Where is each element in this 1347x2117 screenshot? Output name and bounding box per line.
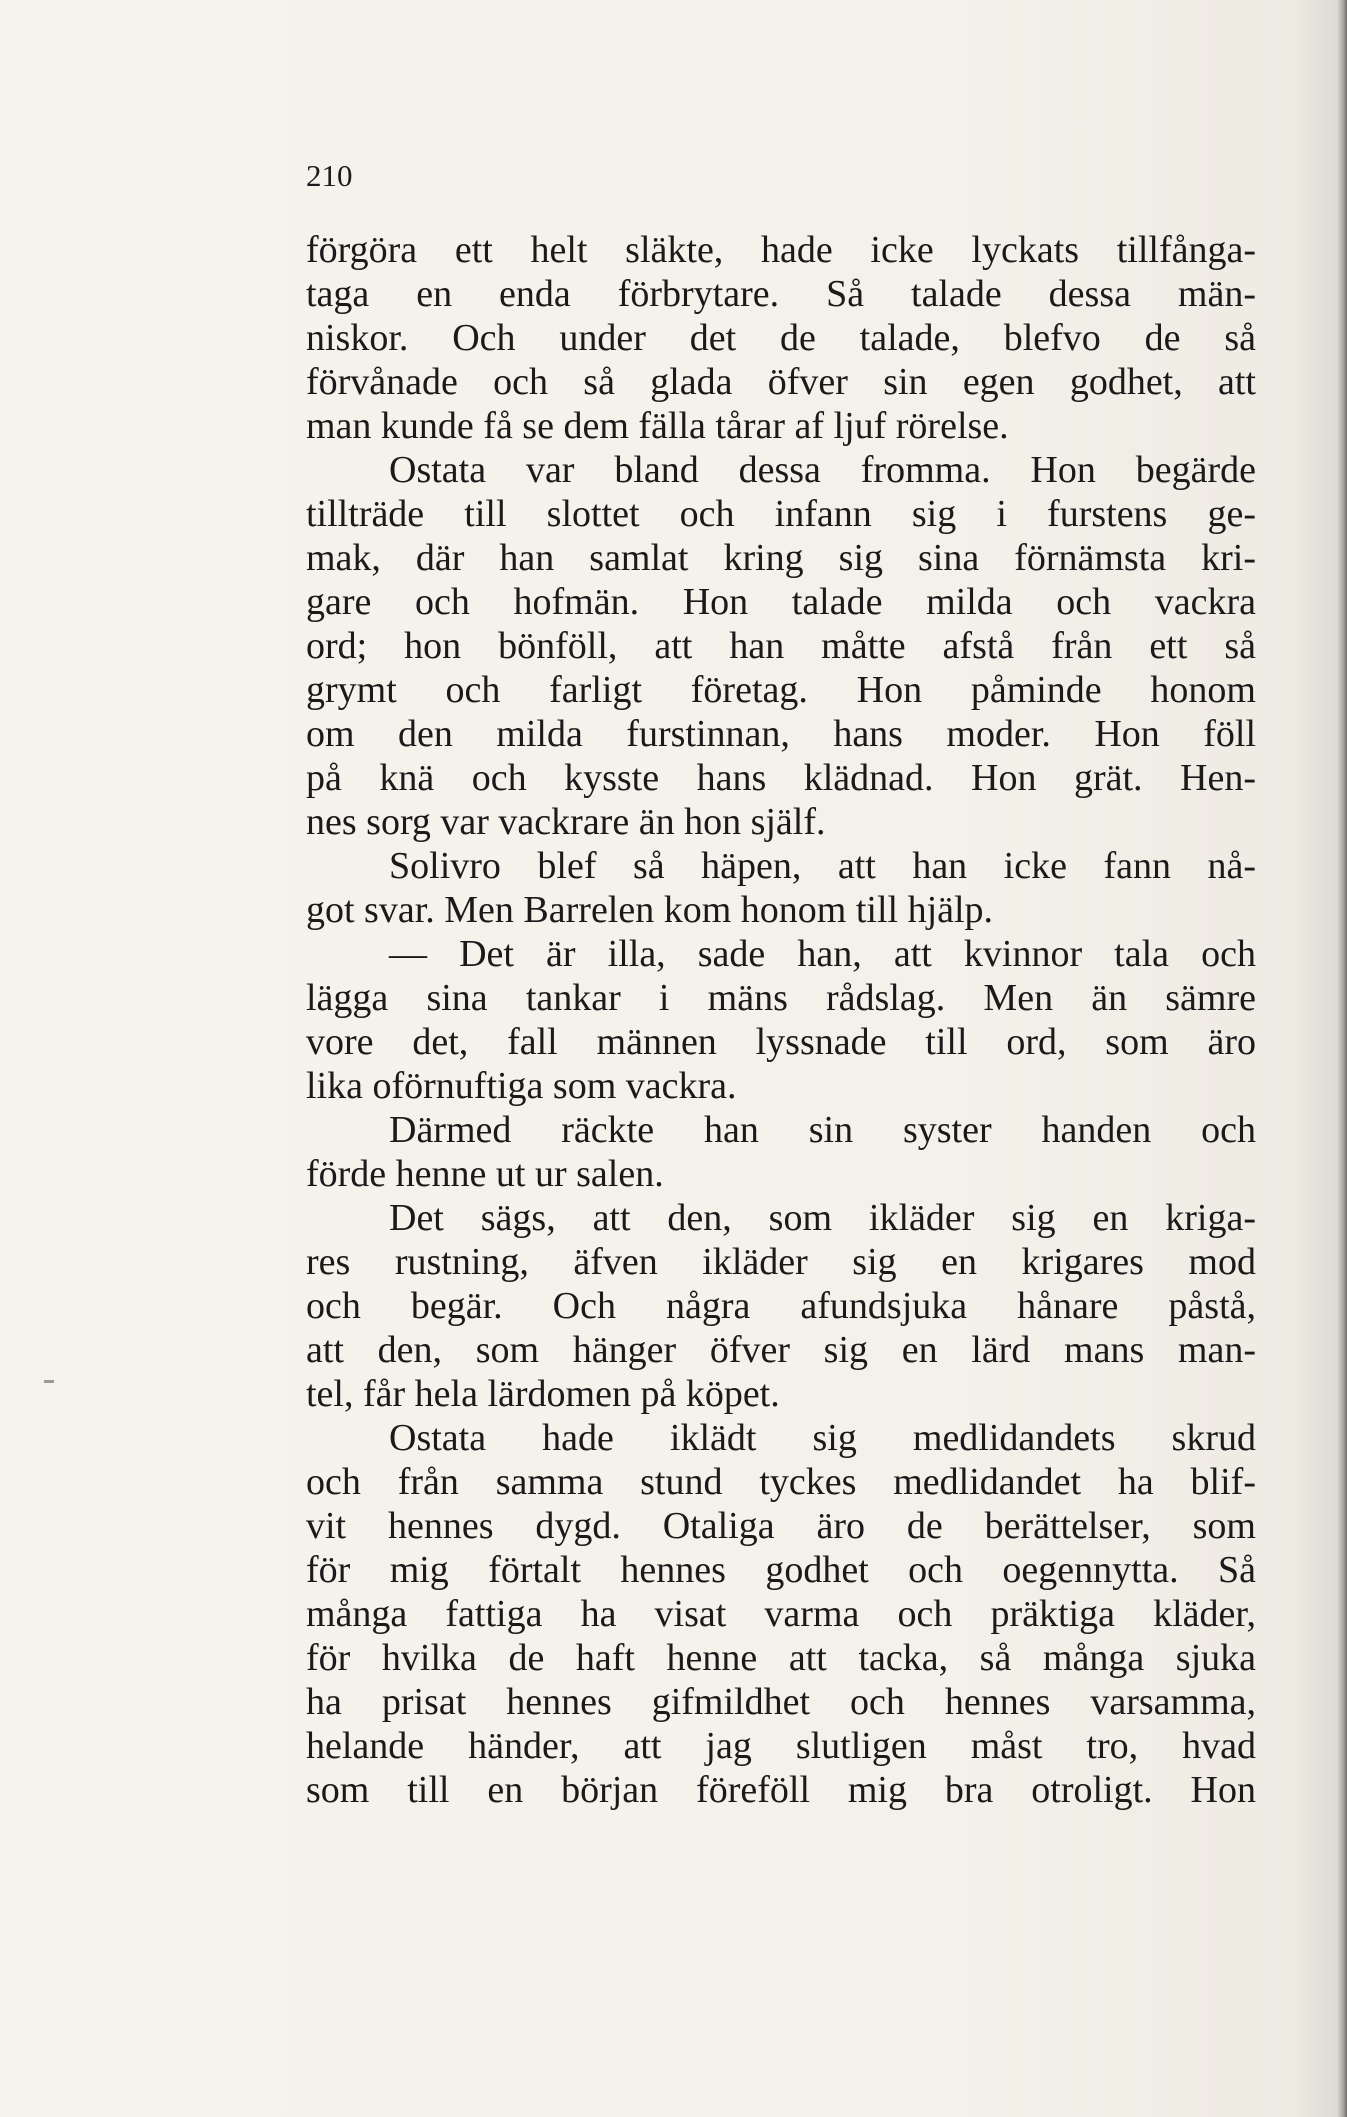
- text-line: lägga sina tankar i mäns rådslag. Men än sämre: [306, 977, 1256, 1019]
- text-line: förde henne ut ur salen.: [306, 1153, 664, 1195]
- text-line: tillträde till slottet och infann sig i furstens ge-: [306, 493, 1256, 535]
- text-line: som till en början föreföll mig bra otroligt. Hon: [306, 1769, 1256, 1811]
- text-line: Ostata var bland dessa fromma. Hon begärde: [389, 449, 1256, 491]
- page-number: 210: [306, 158, 353, 193]
- text-line: och från samma stund tyckes medlidandet ha blif-: [306, 1461, 1256, 1503]
- text-line: för mig förtalt hennes godhet och oegennytta. Så: [306, 1549, 1256, 1591]
- body-text: [306, 228, 1256, 1812]
- text-line: för hvilka de haft henne att tacka, så många sjuka: [306, 1637, 1256, 1679]
- page-edge-shadow: [1337, 0, 1347, 2117]
- text-line: tel, får hela lärdomen på köpet.: [306, 1373, 780, 1415]
- text-line: Därmed räckte han sin syster handen och: [389, 1109, 1256, 1151]
- text-line: Det sägs, att den, som ikläder sig en kriga-: [389, 1197, 1256, 1239]
- text-line: got svar. Men Barrelen kom honom till hjälp.: [306, 889, 994, 931]
- text-line: grymt och farligt företag. Hon påminde honom: [306, 669, 1256, 711]
- text-line: vit hennes dygd. Otaliga äro de berättelser, som: [306, 1505, 1256, 1547]
- text-line: på knä och kysste hans klädnad. Hon grät. Hen-: [306, 757, 1256, 799]
- text-line: helande händer, att jag slutligen måst tro, hvad: [306, 1725, 1256, 1767]
- text-line: Ostata hade iklädt sig medlidandets skrud: [389, 1417, 1256, 1459]
- text-line: man kunde få se dem fälla tårar af ljuf rörelse.: [306, 405, 1009, 447]
- text-line: gare och hofmän. Hon talade milda och vackra: [306, 581, 1256, 623]
- text-line: förvånade och så glada öfver sin egen godhet, att: [306, 361, 1256, 403]
- text-line: om den milda furstinnan, hans moder. Hon föll: [306, 713, 1256, 755]
- margin-mark: [44, 1380, 54, 1383]
- text-line: ord; hon bönföll, att han måtte afstå från ett så: [306, 625, 1256, 667]
- text-line: mak, där han samlat kring sig sina förnämsta kri-: [306, 537, 1256, 579]
- text-line: förgöra ett helt släkte, hade icke lyckats tillfånga-: [306, 229, 1256, 271]
- text-line: — Det är illa, sade han, att kvinnor tala och: [389, 933, 1256, 975]
- text-line: niskor. Och under det de talade, blefvo de så: [306, 317, 1256, 359]
- text-line: och begär. Och några afundsjuka hånare påstå,: [306, 1285, 1256, 1327]
- text-line: lika oförnuftiga som vackra.: [306, 1065, 737, 1107]
- text-line: taga en enda förbrytare. Så talade dessa män-: [306, 273, 1256, 315]
- text-line: res rustning, äfven ikläder sig en krigares mod: [306, 1241, 1256, 1283]
- text-line: nes sorg var vackrare än hon själf.: [306, 801, 826, 843]
- text-line: att den, som hänger öfver sig en lärd mans man-: [306, 1329, 1256, 1371]
- text-line: vore det, fall männen lyssnade till ord, som äro: [306, 1021, 1256, 1063]
- text-line: många fattiga ha visat varma och präktiga kläder,: [306, 1593, 1256, 1635]
- text-line: ha prisat hennes gifmildhet och hennes varsamma,: [306, 1681, 1256, 1723]
- text-line: Solivro blef så häpen, att han icke fann nå-: [389, 845, 1256, 887]
